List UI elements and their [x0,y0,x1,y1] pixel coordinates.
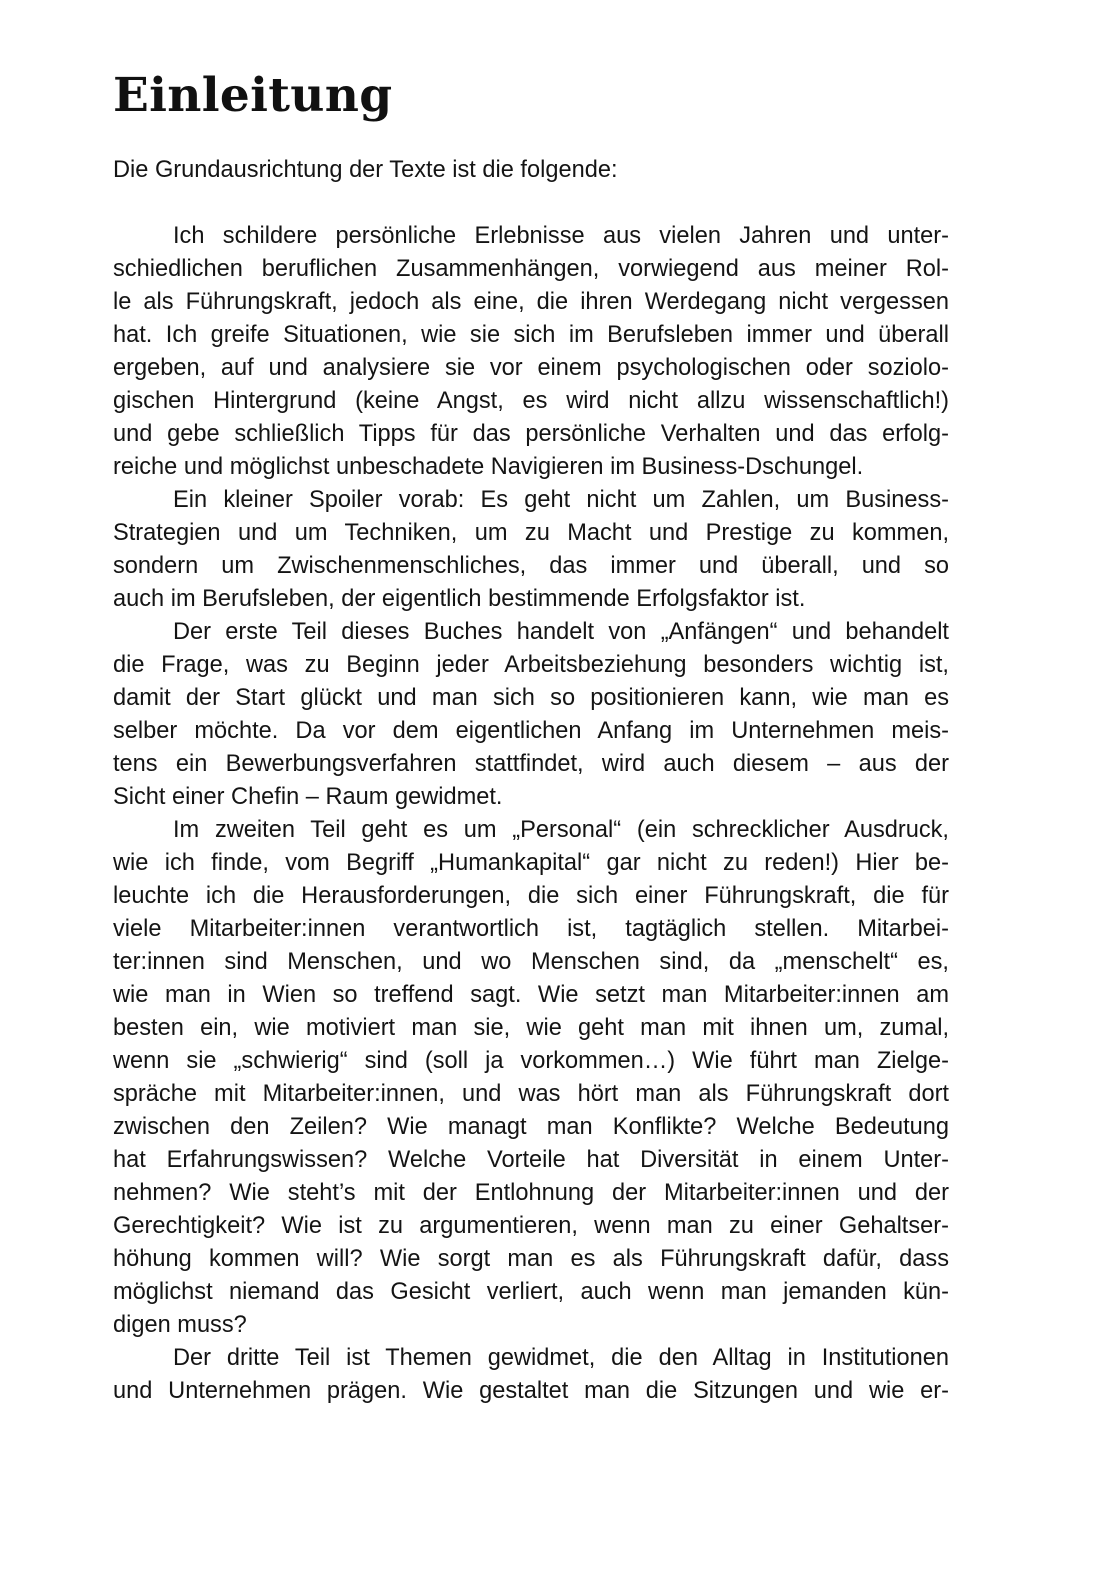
text-line: ter:innen sind Menschen, und wo Menschen sind, da „menschelt“ es, [113,949,949,975]
text-line: sondern um Zwischenmenschliches, das immer und überall, und so [113,553,949,579]
text-line: wie ich finde, vom Begriff „Humankapital“ gar nicht zu reden!) Hier be- [113,850,949,876]
text-line: nehmen? Wie steht’s mit der Entlohnung der Mitarbeiter:innen und der [113,1180,949,1206]
text-line: und gebe schließlich Tipps für das persönliche Verhalten und das erfolg- [113,421,949,447]
text-line: reiche und möglichst unbeschadete Navigieren im Business-Dschungel. [113,454,864,480]
text-line: le als Führungskraft, jedoch als eine, die ihren Werdegang nicht vergessen [113,289,949,315]
text-line: Der erste Teil dieses Buches handelt von „Anfängen“ und behandelt [173,619,949,645]
text-line: digen muss? [113,1312,247,1338]
text-line: ergeben, auf und analysiere sie vor einem psychologischen oder soziolo- [113,355,949,381]
text-line: wenn sie „schwierig“ sind (soll ja vorkommen…) Wie führt man Zielge- [113,1048,949,1074]
intro-sentence: Die Grundausrichtung der Texte ist die folgende: [113,157,618,183]
text-line: auch im Berufsleben, der eigentlich bestimmende Erfolgsfaktor ist. [113,586,806,612]
text-line: Strategien und um Techniken, um zu Macht und Prestige zu kommen, [113,520,949,546]
text-line: tens ein Bewerbungsverfahren stattfindet, wird auch diesem – aus der [113,751,949,777]
text-line: damit der Start glückt und man sich so positionieren kann, wie man es [113,685,949,711]
text-line: Gerechtigkeit? Wie ist zu argumentieren, wenn man zu einer Gehaltser- [113,1213,949,1239]
text-line: Ich schildere persönliche Erlebnisse aus vielen Jahren und unter- [173,223,949,249]
text-line: gischen Hintergrund (keine Angst, es wird nicht allzu wissenschaftlich!) [113,388,949,414]
text-line: spräche mit Mitarbeiter:innen, und was hört man als Führungskraft dort [113,1081,949,1107]
text-line: die Frage, was zu Beginn jeder Arbeitsbeziehung besonders wichtig ist, [113,652,949,678]
text-line: höhung kommen will? Wie sorgt man es als Führungskraft dafür, dass [113,1246,949,1272]
text-line: hat Erfahrungswissen? Welche Vorteile hat Diversität in einem Unter- [113,1147,949,1173]
text-line: wie man in Wien so treffend sagt. Wie setzt man Mitarbeiter:innen am [113,982,949,1008]
text-line: möglichst niemand das Gesicht verliert, auch wenn man jemanden kün- [113,1279,949,1305]
text-line: selber möchte. Da vor dem eigentlichen Anfang im Unternehmen meis- [113,718,949,744]
text-line: leuchte ich die Herausforderungen, die sich einer Führungskraft, die für [113,883,949,909]
text-line: viele Mitarbeiter:innen verantwortlich ist, tagtäglich stellen. Mitarbei- [113,916,949,942]
body-text [113,220,949,1408]
text-line: Im zweiten Teil geht es um „Personal“ (ein schrecklicher Ausdruck, [173,817,949,843]
text-line: hat. Ich greife Situationen, wie sie sich im Berufsleben immer und überall [113,322,949,348]
text-line: Der dritte Teil ist Themen gewidmet, die den Alltag in Institutionen [173,1345,949,1371]
text-line: zwischen den Zeilen? Wie managt man Konflikte? Welche Bedeutung [113,1114,949,1140]
text-line: Ein kleiner Spoiler vorab: Es geht nicht um Zahlen, um Business- [173,487,949,513]
text-line: Sicht einer Chefin – Raum gewidmet. [113,784,503,810]
text-line: besten ein, wie motiviert man sie, wie geht man mit ihnen um, zumal, [113,1015,949,1041]
text-line: schiedlichen beruflichen Zusammenhängen, vorwiegend aus meiner Rol- [113,256,949,282]
text-line: und Unternehmen prägen. Wie gestaltet man die Sitzungen und wie er- [113,1378,949,1404]
chapter-heading: Einleitung [113,68,393,123]
